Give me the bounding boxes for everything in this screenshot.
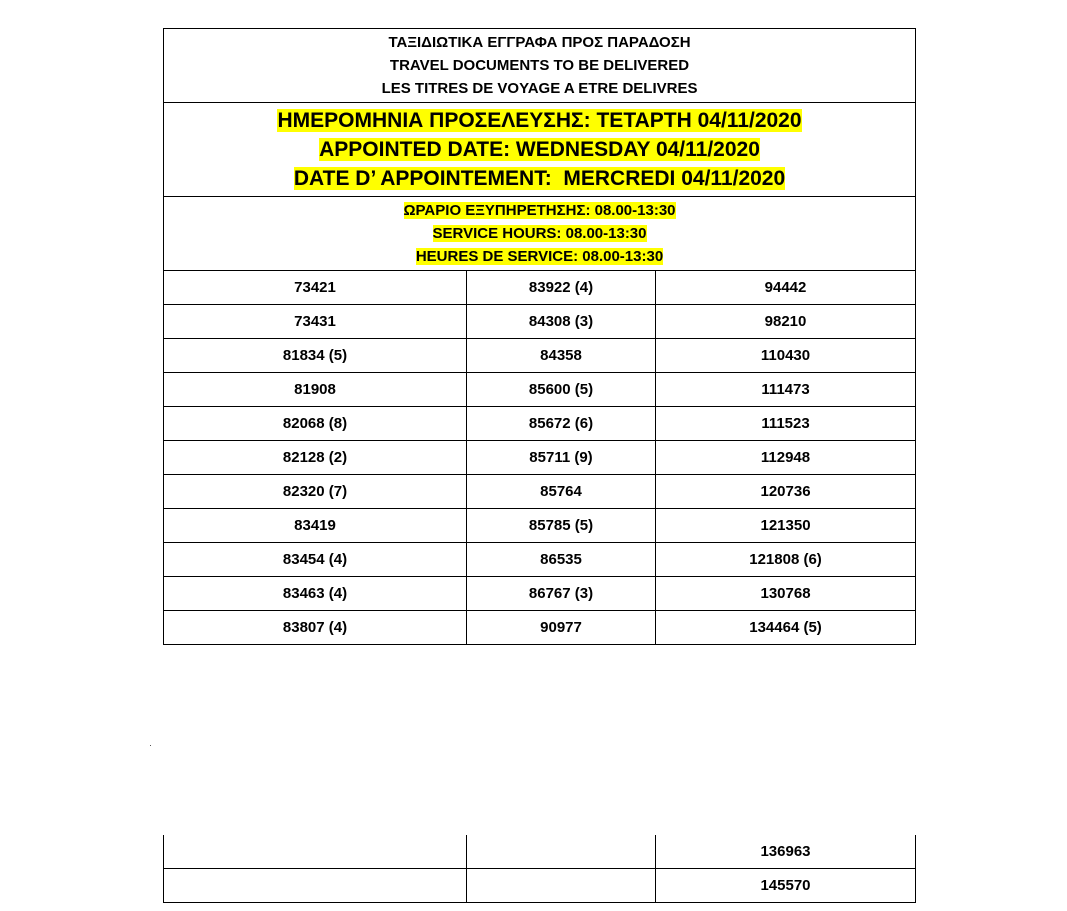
table-cell: 111473 bbox=[656, 373, 916, 407]
service-hours-english: SERVICE HOURS: 08.00-13:30 bbox=[432, 225, 647, 242]
table-cell: 90977 bbox=[467, 611, 656, 645]
table-row bbox=[164, 305, 916, 339]
table-cell: 73421 bbox=[164, 271, 467, 305]
table-row bbox=[164, 835, 916, 869]
table-cell: 120736 bbox=[656, 475, 916, 509]
table-cell: 84358 bbox=[467, 339, 656, 373]
table-cell: 83454 (4) bbox=[164, 543, 467, 577]
table-row bbox=[164, 407, 916, 441]
table-cell: 83922 (4) bbox=[467, 271, 656, 305]
document-title bbox=[164, 29, 916, 103]
table-row bbox=[164, 373, 916, 407]
appointment-date-english: APPOINTED DATE: WEDNESDAY 04/11/2020 bbox=[319, 138, 760, 161]
delivery-table-continuation bbox=[163, 835, 916, 903]
table-cell: 134464 (5) bbox=[656, 611, 916, 645]
table-cell: 83807 (4) bbox=[164, 611, 467, 645]
table-cell: 121808 (6) bbox=[656, 543, 916, 577]
appointment-date-greek: ΗΜΕΡΟΜΗΝΙΑ ΠΡΟΣΕΛΕΥΣΗΣ: ΤΕΤΑΡΤΗ 04/11/2020 bbox=[277, 109, 802, 132]
table-cell: 83463 (4) bbox=[164, 577, 467, 611]
table-cell: 85764 bbox=[467, 475, 656, 509]
table-cell bbox=[164, 835, 467, 869]
service-hours-greek: ΩΡΑΡΙΟ ΕΞΥΠΗΡΕΤΗΣΗΣ: 08.00-13:30 bbox=[403, 202, 676, 219]
table-cell: 111523 bbox=[656, 407, 916, 441]
table-cell: 73431 bbox=[164, 305, 467, 339]
table-row bbox=[164, 475, 916, 509]
table-cell: 85672 (6) bbox=[467, 407, 656, 441]
table-row bbox=[164, 611, 916, 645]
table-cell: 81834 (5) bbox=[164, 339, 467, 373]
delivery-table bbox=[163, 28, 916, 645]
title-french: LES TITRES DE VOYAGE A ETRE DELIVRES bbox=[381, 80, 698, 97]
table-cell: 112948 bbox=[656, 441, 916, 475]
table-cell: 81908 bbox=[164, 373, 467, 407]
table-cell: 110430 bbox=[656, 339, 916, 373]
table-row bbox=[164, 577, 916, 611]
title-greek: ΤΑΞΙΔΙΩΤΙΚΑ ΕΓΓΡΑΦΑ ΠΡΟΣ ΠΑΡΑΔΟΣΗ bbox=[388, 34, 691, 51]
table-cell: 136963 bbox=[656, 835, 916, 869]
table-cell: 94442 bbox=[656, 271, 916, 305]
appointment-date bbox=[164, 103, 916, 197]
service-hours bbox=[164, 197, 916, 271]
table-cell: 82320 (7) bbox=[164, 475, 467, 509]
table-cell: 98210 bbox=[656, 305, 916, 339]
table-row bbox=[164, 543, 916, 577]
table-cell: 85600 (5) bbox=[467, 373, 656, 407]
title-english: TRAVEL DOCUMENTS TO BE DELIVERED bbox=[389, 57, 690, 74]
table-cell bbox=[467, 835, 656, 869]
table-row bbox=[164, 869, 916, 903]
table-cell: 82068 (8) bbox=[164, 407, 467, 441]
stray-mark bbox=[150, 745, 151, 746]
table-row bbox=[164, 339, 916, 373]
table-cell: 83419 bbox=[164, 509, 467, 543]
table-cell: 86535 bbox=[467, 543, 656, 577]
appointment-date-french: DATE D’ APPOINTEMENT: MERCREDI 04/11/2020 bbox=[293, 167, 786, 190]
table-cell bbox=[467, 869, 656, 903]
table-cell: 85711 (9) bbox=[467, 441, 656, 475]
service-hours-french: HEURES DE SERVICE: 08.00-13:30 bbox=[415, 248, 664, 265]
table-row bbox=[164, 509, 916, 543]
table-cell: 84308 (3) bbox=[467, 305, 656, 339]
table-cell bbox=[164, 869, 467, 903]
table-row bbox=[164, 271, 916, 305]
table-cell: 130768 bbox=[656, 577, 916, 611]
table-cell: 82128 (2) bbox=[164, 441, 467, 475]
table-cell: 145570 bbox=[656, 869, 916, 903]
table-cell: 121350 bbox=[656, 509, 916, 543]
table-cell: 86767 (3) bbox=[467, 577, 656, 611]
table-row bbox=[164, 441, 916, 475]
table-cell: 85785 (5) bbox=[467, 509, 656, 543]
